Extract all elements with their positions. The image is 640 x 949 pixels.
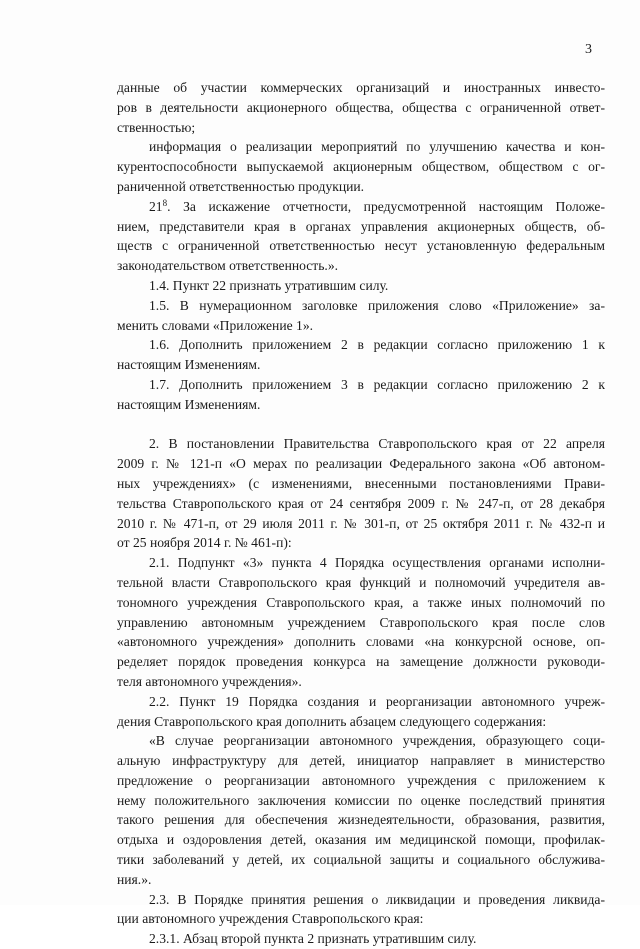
text-line: дения Ставропольского края дополнить абзацем следующего содержания: [117,713,547,729]
text-line: ределяет порядок проведения конкурса на замещение должности руководи- [117,654,605,670]
text-line: 2010 г. № 471-п, от 29 июля 2011 г. № 301-п, от 25 октября 2011 г. № 432-п и [117,515,605,531]
text-line: информация о реализации мероприятий по улучшению качества и кон- [149,139,605,155]
text-line: ственностью; [117,119,196,135]
text-line: 2.1. Подпункт «3» пункта 4 Порядка осуществления органами исполни- [149,555,605,571]
text-line: ществ с ограниченной ответственностью несут установленную федеральным [117,238,605,254]
text-line: менить словами «Приложение 1». [117,317,314,333]
page-number: 3 [585,42,592,57]
text-line: 2009 г. № 121-п «О мерах по реализации Федерального закона «Об автоном- [117,456,605,472]
text-line: 1.4. Пункт 22 признать утратившим силу. [149,277,389,293]
paragraph-21-first-line [117,197,605,217]
text-line: 2.3.1. Абзац второй пункта 2 признать утратившим силу. [149,931,477,947]
text-line: ции автономного учреждения Ставропольского края: [117,911,424,927]
text-line: «автономного учреждения» дополнить словами «на конкурсной основе, оп- [117,634,605,650]
text-line: настоящим Изменениям. [117,396,261,412]
document-body [117,78,605,949]
text-line: 1.6. Дополнить приложением 2 в редакции согласно приложению 1 к [149,337,605,353]
text-line: 1.7. Дополнить приложением 3 в редакции согласно приложению 2 к [149,376,605,392]
text-line: тономного учреждения Ставропольского края, а также иных полномочий по [117,594,605,610]
text-line: 1.5. В нумерационном заголовке приложения слово «Приложение» за- [149,297,605,313]
text-line: тельства Ставропольского края от 24 сентября 2009 г. № 247-п, от 28 декабря [117,495,605,511]
text-line: законодательством ответственность.». [117,258,339,274]
quoted-text-line: отдыха и оздоровления детей, оказания им медицинской помощи, профилак- [117,832,605,848]
text-line: нием, представители края в органах управления акционерных обществ, об- [117,218,605,234]
text-line: данные об участии коммерческих организаций и иностранных инвесто- [117,80,605,95]
text-line: ных учреждениях» (с изменениями, внесенными постановлениями Прави- [117,475,605,491]
quoted-text-line: такого решения для обеспечения жизнедеятельности, образования, развития, [117,812,605,828]
text-line: от 25 ноября 2014 г. № 461-п): [117,535,292,551]
paragraph-text: . За искажение отчетности, предусмотренной настоящим Положе- [167,198,605,214]
text-line: 2.3. В Порядке принятия решения о ликвидации и проведения ликвида- [149,891,605,907]
text-line: управлению автономным учреждением Ставропольского края после слов [117,614,605,630]
quoted-text-line: предложение о реорганизации автономного учреждения с приложением к [117,772,605,788]
text-line: ров в деятельности акционерного общества, общества с ограниченной ответ- [117,99,605,115]
text-line: тельной власти Ставропольского края функций и полномочий учредителя ав- [117,574,605,590]
quoted-text-line: альную инфраструктуру для детей, инициатор направляет в министерство [117,753,605,769]
text-line: раниченной ответственностью продукции. [117,178,365,194]
paragraph-number: 21 [149,198,163,214]
paragraph-number-superscript: 8 [162,197,168,208]
quoted-text-line: нему положительного заключения комиссии по оценке последствий принятия [117,792,605,808]
text-line: настоящим Изменениям. [117,357,261,373]
text-line: 2. В постановлении Правительства Ставропольского края от 22 апреля [149,436,605,452]
paragraph-gap [117,415,605,435]
text-line: 2.2. Пункт 19 Порядка создания и реорганизации автономного учреж- [149,693,605,709]
quoted-text-line: «В случае реорганизации автономного учреждения, образующего соци- [149,733,605,749]
text-line: курентоспособности выпускаемой акционерным обществом, обществом с ог- [117,159,605,175]
text-line: теля автономного учреждения». [117,673,302,689]
quoted-text-line: ния.». [117,871,152,887]
quoted-text-line: тики заболеваний у детей, их социальной защиты и социального обслужива- [117,852,605,868]
